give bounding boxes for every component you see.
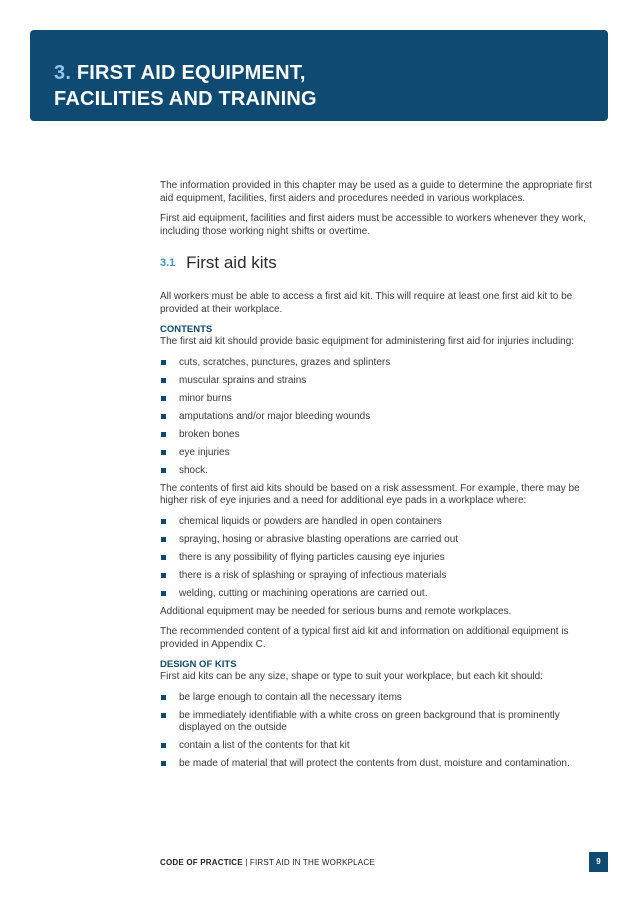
footer-doc-title: FIRST AID IN THE WORKPLACE — [249, 858, 375, 867]
intro-paragraph-2: First aid equipment, facilities and first aiders must be accessible to workers whenever they work, including those working night shifts or overtime. — [160, 213, 586, 237]
bullet-icon — [161, 360, 166, 365]
contents-heading: CONTENTS — [160, 324, 213, 335]
main-content — [160, 180, 596, 776]
bullet-icon — [161, 468, 166, 473]
list-item: minor burns — [160, 393, 596, 406]
list-item: chemical liquids or powders are handled in open containers — [160, 516, 596, 529]
page-footer — [160, 858, 375, 868]
risk-paragraph: The contents of first aid kits should be based on a risk assessment. For example, there may be higher risk of eye injuries and a need for additional eye pads in a workplace where: — [160, 482, 580, 506]
bullet-icon — [161, 761, 166, 766]
intro-paragraph-1: The information provided in this chapter may be used as a guide to determine the appropriate first aid equipment, facilities, first aiders and procedures needed in various workplaces. — [160, 180, 592, 204]
eye-risk-list — [160, 516, 596, 601]
bullet-icon — [161, 378, 166, 383]
chapter-title-line2: FACILITIES AND TRAINING — [54, 88, 317, 110]
footer-separator: | — [245, 858, 248, 867]
list-item: amputations and/or major bleeding wounds — [160, 411, 596, 424]
additional-equipment-paragraph: Additional equipment may be needed for serious burns and remote workplaces. — [160, 605, 512, 617]
bullet-icon — [161, 743, 166, 748]
list-item: contain a list of the contents for that kit — [160, 740, 596, 753]
injury-list — [160, 357, 596, 478]
chapter-title — [54, 60, 317, 112]
bullet-icon — [161, 537, 166, 542]
bullet-icon — [161, 396, 166, 401]
list-item: spraying, hosing or abrasive blasting operations are carried out — [160, 534, 596, 547]
page-number: 9 — [589, 852, 608, 872]
appendix-paragraph: The recommended content of a typical first aid kit and information on additional equipment is provided in Appendix C. — [160, 626, 569, 650]
chapter-number: 3. — [54, 62, 72, 84]
bullet-icon — [161, 555, 166, 560]
list-item: shock. — [160, 465, 596, 478]
list-item: be large enough to contain all the necessary items — [160, 692, 596, 705]
bullet-icon — [161, 713, 166, 718]
list-item: muscular sprains and strains — [160, 375, 596, 388]
contents-intro: The first aid kit should provide basic equipment for administering first aid for injuries including: — [160, 336, 575, 347]
design-intro: First aid kits can be any size, shape or type to suit your workplace, but each kit should: — [160, 671, 543, 682]
chapter-banner — [30, 30, 608, 121]
list-item: broken bones — [160, 429, 596, 442]
bullet-icon — [161, 450, 166, 455]
bullet-icon — [161, 591, 166, 596]
section-paragraph: All workers must be able to access a first aid kit. This will require at least one first aid kit to be provided at their workplace. — [160, 291, 573, 315]
bullet-icon — [161, 414, 166, 419]
section-number: 3.1 — [160, 257, 176, 269]
bullet-icon — [161, 695, 166, 700]
section-heading — [160, 253, 596, 277]
bullet-icon — [161, 573, 166, 578]
list-item: there is any possibility of flying particles causing eye injuries — [160, 552, 596, 565]
list-item: be immediately identifiable with a white cross on green background that is prominently displayed on the outside — [160, 710, 596, 735]
chapter-title-line1: FIRST AID EQUIPMENT, — [76, 62, 306, 84]
footer-code: CODE OF PRACTICE — [160, 858, 243, 867]
bullet-icon — [161, 432, 166, 437]
section-title: First aid kits — [186, 253, 277, 272]
list-item: cuts, scratches, punctures, grazes and splinters — [160, 357, 596, 370]
list-item: eye injuries — [160, 447, 596, 460]
list-item: welding, cutting or machining operations are carried out. — [160, 588, 596, 601]
design-list — [160, 692, 596, 771]
design-heading: DESIGN OF KITS — [160, 659, 237, 670]
list-item: there is a risk of splashing or spraying of infectious materials — [160, 570, 596, 583]
bullet-icon — [161, 519, 166, 524]
list-item: be made of material that will protect the contents from dust, moisture and contamination. — [160, 758, 596, 771]
